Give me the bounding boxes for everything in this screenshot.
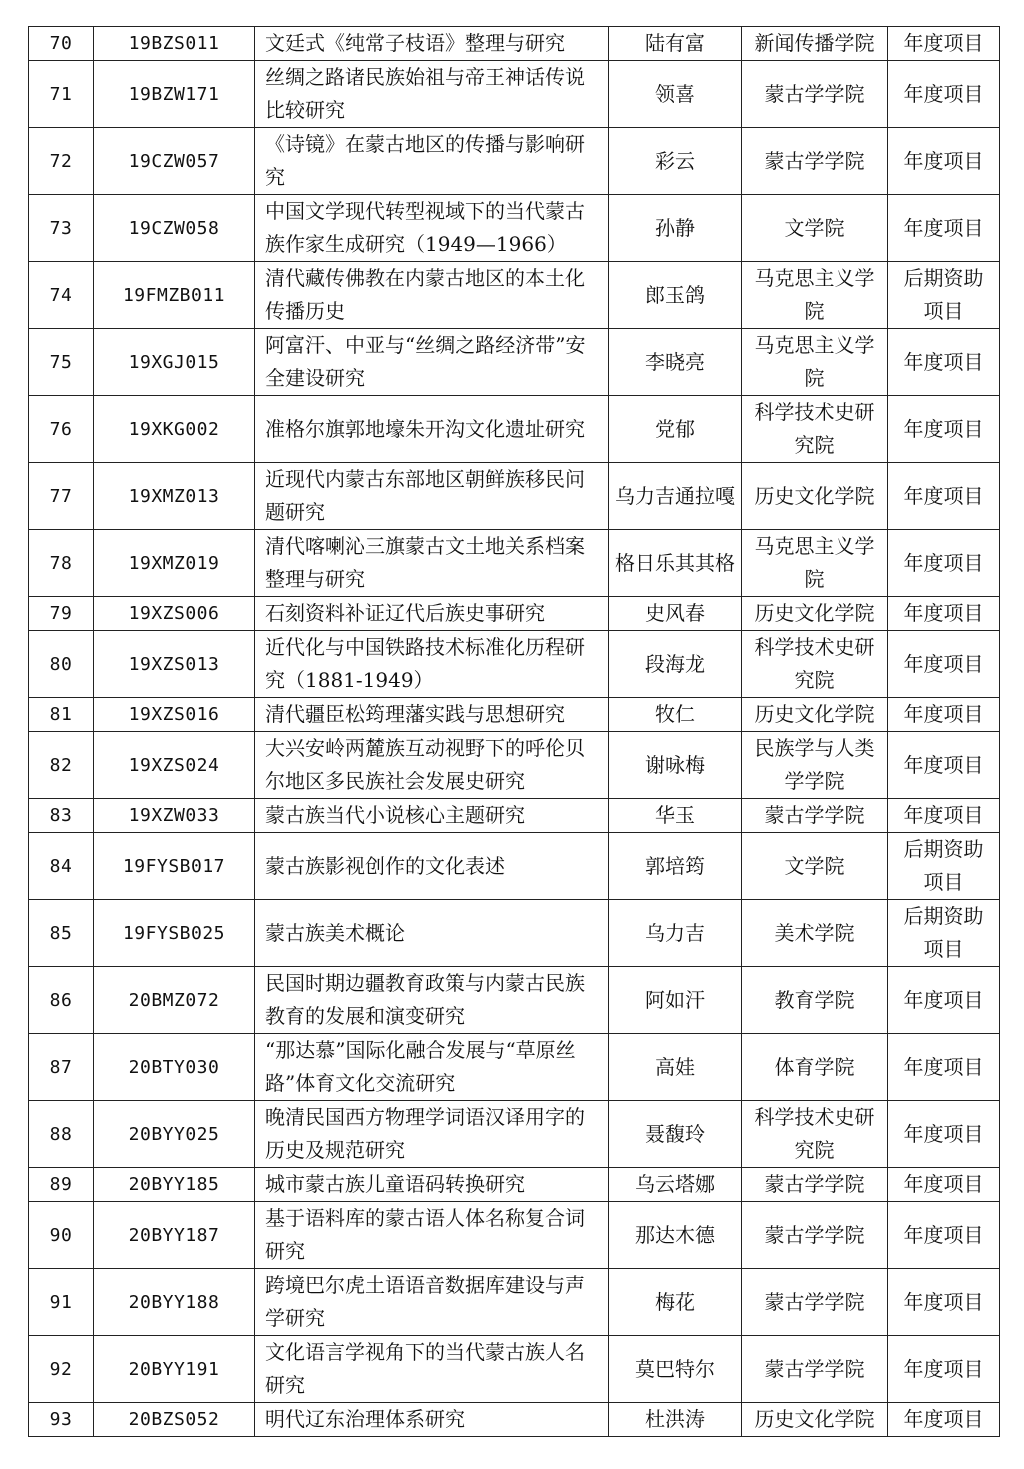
project-title: 跨境巴尔虎土语语音数据库建设与声学研究 <box>255 1269 609 1336</box>
project-leader: 华玉 <box>609 799 742 833</box>
project-title: “那达慕”国际化融合发展与“草原丝路”体育文化交流研究 <box>255 1034 609 1101</box>
row-number: 82 <box>29 732 94 799</box>
project-table <box>28 26 1000 1437</box>
project-title: 准格尔旗郭地壕朱开沟文化遗址研究 <box>255 396 609 463</box>
project-title: 蒙古族美术概论 <box>255 900 609 967</box>
project-code: 19FYSB025 <box>94 900 255 967</box>
project-code: 19XZS024 <box>94 732 255 799</box>
table-row <box>29 732 1000 799</box>
department: 蒙古学学院 <box>742 799 888 833</box>
project-code: 19XZS013 <box>94 631 255 698</box>
project-type: 年度项目 <box>888 799 1000 833</box>
row-number: 72 <box>29 128 94 195</box>
department: 科学技术史研究院 <box>742 396 888 463</box>
row-number: 85 <box>29 900 94 967</box>
row-number: 91 <box>29 1269 94 1336</box>
project-leader: 乌力吉 <box>609 900 742 967</box>
project-title: 蒙古族当代小说核心主题研究 <box>255 799 609 833</box>
table-row <box>29 1202 1000 1269</box>
department: 蒙古学学院 <box>742 1168 888 1202</box>
row-number: 79 <box>29 597 94 631</box>
table-row <box>29 195 1000 262</box>
project-type: 年度项目 <box>888 128 1000 195</box>
table-row <box>29 61 1000 128</box>
project-title: 明代辽东治理体系研究 <box>255 1403 609 1437</box>
project-title: 基于语料库的蒙古语人体名称复合词研究 <box>255 1202 609 1269</box>
table-row <box>29 698 1000 732</box>
row-number: 84 <box>29 833 94 900</box>
project-leader: 莫巴特尔 <box>609 1336 742 1403</box>
project-leader: 孙静 <box>609 195 742 262</box>
row-number: 93 <box>29 1403 94 1437</box>
project-table-body <box>29 27 1000 1437</box>
project-leader: 乌力吉通拉嘎 <box>609 463 742 530</box>
table-row <box>29 1168 1000 1202</box>
project-code: 19BZW171 <box>94 61 255 128</box>
department: 科学技术史研究院 <box>742 1101 888 1168</box>
project-type: 年度项目 <box>888 1202 1000 1269</box>
project-title: 近代化与中国铁路技术标准化历程研究（1881-1949） <box>255 631 609 698</box>
project-leader: 那达木德 <box>609 1202 742 1269</box>
project-code: 20BYY191 <box>94 1336 255 1403</box>
department: 体育学院 <box>742 1034 888 1101</box>
department: 蒙古学学院 <box>742 61 888 128</box>
project-code: 19XGJ015 <box>94 329 255 396</box>
department: 科学技术史研究院 <box>742 631 888 698</box>
project-title: 《诗镜》在蒙古地区的传播与影响研究 <box>255 128 609 195</box>
row-number: 76 <box>29 396 94 463</box>
project-title: 阿富汗、中亚与“丝绸之路经济带”安全建设研究 <box>255 329 609 396</box>
project-title: 民国时期边疆教育政策与内蒙古民族教育的发展和演变研究 <box>255 967 609 1034</box>
project-type: 年度项目 <box>888 1168 1000 1202</box>
project-type: 年度项目 <box>888 463 1000 530</box>
project-type: 年度项目 <box>888 1403 1000 1437</box>
department: 文学院 <box>742 833 888 900</box>
project-type: 年度项目 <box>888 1034 1000 1101</box>
department: 教育学院 <box>742 967 888 1034</box>
table-row <box>29 329 1000 396</box>
project-title: 中国文学现代转型视域下的当代蒙古族作家生成研究（1949—1966） <box>255 195 609 262</box>
table-row <box>29 799 1000 833</box>
project-code: 19XKG002 <box>94 396 255 463</box>
row-number: 83 <box>29 799 94 833</box>
project-code: 19FYSB017 <box>94 833 255 900</box>
table-row <box>29 1269 1000 1336</box>
project-leader: 乌云塔娜 <box>609 1168 742 1202</box>
project-leader: 陆有富 <box>609 27 742 61</box>
department: 历史文化学院 <box>742 597 888 631</box>
project-code: 19XMZ019 <box>94 530 255 597</box>
department: 马克思主义学院 <box>742 262 888 329</box>
project-type: 年度项目 <box>888 27 1000 61</box>
row-number: 78 <box>29 530 94 597</box>
table-row <box>29 833 1000 900</box>
department: 历史文化学院 <box>742 1403 888 1437</box>
project-title: 清代喀喇沁三旗蒙古文土地关系档案整理与研究 <box>255 530 609 597</box>
project-code: 20BYY185 <box>94 1168 255 1202</box>
project-type: 年度项目 <box>888 597 1000 631</box>
project-type: 年度项目 <box>888 396 1000 463</box>
project-code: 19XZS016 <box>94 698 255 732</box>
project-leader: 牧仁 <box>609 698 742 732</box>
department: 文学院 <box>742 195 888 262</box>
project-code: 20BYY025 <box>94 1101 255 1168</box>
project-leader: 杜洪涛 <box>609 1403 742 1437</box>
project-leader: 李晓亮 <box>609 329 742 396</box>
row-number: 88 <box>29 1101 94 1168</box>
project-title: 清代疆臣松筠理藩实践与思想研究 <box>255 698 609 732</box>
project-leader: 史风春 <box>609 597 742 631</box>
table-row <box>29 396 1000 463</box>
project-code: 19CZW057 <box>94 128 255 195</box>
project-type: 年度项目 <box>888 967 1000 1034</box>
project-type: 年度项目 <box>888 698 1000 732</box>
project-type: 后期资助项目 <box>888 833 1000 900</box>
project-type: 后期资助项目 <box>888 262 1000 329</box>
table-row <box>29 900 1000 967</box>
project-leader: 郭培筠 <box>609 833 742 900</box>
row-number: 92 <box>29 1336 94 1403</box>
table-row <box>29 1034 1000 1101</box>
project-leader: 格日乐其其格 <box>609 530 742 597</box>
project-code: 19CZW058 <box>94 195 255 262</box>
project-leader: 段海龙 <box>609 631 742 698</box>
table-row <box>29 128 1000 195</box>
row-number: 86 <box>29 967 94 1034</box>
project-title: 石刻资料补证辽代后族史事研究 <box>255 597 609 631</box>
project-leader: 彩云 <box>609 128 742 195</box>
table-row <box>29 967 1000 1034</box>
row-number: 87 <box>29 1034 94 1101</box>
project-type: 年度项目 <box>888 195 1000 262</box>
project-code: 20BTY030 <box>94 1034 255 1101</box>
department: 历史文化学院 <box>742 698 888 732</box>
project-title: 文廷式《纯常子枝语》整理与研究 <box>255 27 609 61</box>
project-title: 晚清民国西方物理学词语汉译用字的历史及规范研究 <box>255 1101 609 1168</box>
row-number: 71 <box>29 61 94 128</box>
project-title: 丝绸之路诸民族始祖与帝王神话传说比较研究 <box>255 61 609 128</box>
project-code: 20BYY188 <box>94 1269 255 1336</box>
project-code: 19XMZ013 <box>94 463 255 530</box>
table-row <box>29 1403 1000 1437</box>
department: 马克思主义学院 <box>742 329 888 396</box>
project-code: 19XZS006 <box>94 597 255 631</box>
department: 蒙古学学院 <box>742 1202 888 1269</box>
table-row <box>29 597 1000 631</box>
table-row <box>29 1336 1000 1403</box>
project-type: 后期资助项目 <box>888 900 1000 967</box>
table-row <box>29 1101 1000 1168</box>
table-row <box>29 631 1000 698</box>
row-number: 89 <box>29 1168 94 1202</box>
project-code: 20BZS052 <box>94 1403 255 1437</box>
project-type: 年度项目 <box>888 1101 1000 1168</box>
department: 蒙古学学院 <box>742 1336 888 1403</box>
department: 蒙古学学院 <box>742 128 888 195</box>
row-number: 90 <box>29 1202 94 1269</box>
department: 新闻传播学院 <box>742 27 888 61</box>
project-leader: 谢咏梅 <box>609 732 742 799</box>
project-type: 年度项目 <box>888 631 1000 698</box>
project-code: 20BYY187 <box>94 1202 255 1269</box>
row-number: 74 <box>29 262 94 329</box>
table-row <box>29 27 1000 61</box>
project-type: 年度项目 <box>888 61 1000 128</box>
row-number: 81 <box>29 698 94 732</box>
project-type: 年度项目 <box>888 1269 1000 1336</box>
project-title: 蒙古族影视创作的文化表述 <box>255 833 609 900</box>
department: 美术学院 <box>742 900 888 967</box>
project-type: 年度项目 <box>888 329 1000 396</box>
table-row <box>29 262 1000 329</box>
project-leader: 郎玉鸽 <box>609 262 742 329</box>
project-leader: 党郁 <box>609 396 742 463</box>
project-code: 20BMZ072 <box>94 967 255 1034</box>
row-number: 77 <box>29 463 94 530</box>
project-type: 年度项目 <box>888 732 1000 799</box>
department: 蒙古学学院 <box>742 1269 888 1336</box>
project-leader: 高娃 <box>609 1034 742 1101</box>
row-number: 75 <box>29 329 94 396</box>
project-title: 大兴安岭两麓族互动视野下的呼伦贝尔地区多民族社会发展史研究 <box>255 732 609 799</box>
table-row <box>29 530 1000 597</box>
project-title: 清代藏传佛教在内蒙古地区的本土化传播历史 <box>255 262 609 329</box>
row-number: 80 <box>29 631 94 698</box>
project-leader: 阿如汗 <box>609 967 742 1034</box>
project-type: 年度项目 <box>888 530 1000 597</box>
project-title: 文化语言学视角下的当代蒙古族人名研究 <box>255 1336 609 1403</box>
row-number: 73 <box>29 195 94 262</box>
project-leader: 梅花 <box>609 1269 742 1336</box>
project-title: 近现代内蒙古东部地区朝鲜族移民问题研究 <box>255 463 609 530</box>
table-row <box>29 463 1000 530</box>
project-leader: 领喜 <box>609 61 742 128</box>
department: 民族学与人类学学院 <box>742 732 888 799</box>
department: 历史文化学院 <box>742 463 888 530</box>
row-number: 70 <box>29 27 94 61</box>
project-code: 19FMZB011 <box>94 262 255 329</box>
project-code: 19BZS011 <box>94 27 255 61</box>
project-type: 年度项目 <box>888 1336 1000 1403</box>
project-leader: 聂馥玲 <box>609 1101 742 1168</box>
project-code: 19XZW033 <box>94 799 255 833</box>
project-title: 城市蒙古族儿童语码转换研究 <box>255 1168 609 1202</box>
department: 马克思主义学院 <box>742 530 888 597</box>
